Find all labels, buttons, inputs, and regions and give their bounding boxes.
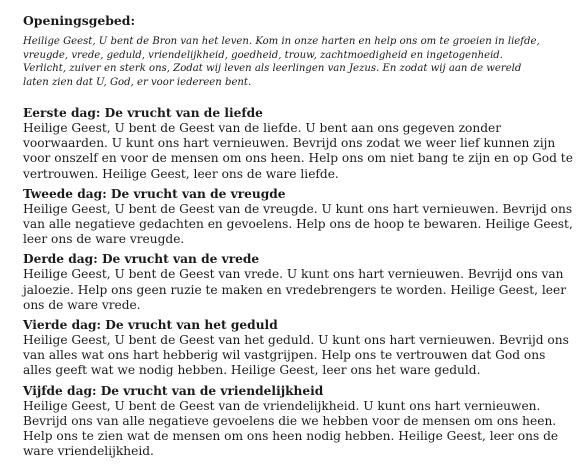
day-text: Heilige Geest, U bent de Geest van de vriendelijkheid. U kunt ons hart vernieuwen. Bevrijd ons van alle negatieve gevoelens die we hebben voor de mensen om ons heen. Help ons te zien wat de mensen om ons heen nodig hebben. Heilige Geest, leer ons de ware vriendelijkheid.: [23, 398, 559, 459]
day-section-1: [23, 106, 583, 182]
day-title: Eerste dag: De vrucht van de liefde: [23, 106, 263, 120]
day-text: Heilige Geest, U bent de Geest van de liefde. U bent aan ons gegeven zonder voorwaarden. U kunt ons hart vernieuwen. Bevrijd ons zodat we weer lief kunnen zijn voor onszelf en voor de mensen om ons heen. Help ons om niet bang te zijn en op God te vertrouwen. Heilige Geest, leer ons de ware liefde.: [23, 121, 573, 181]
day-text: Heilige Geest, U bent de Geest van het geduld. U kunt ons hart vernieuwen. Bevrijd ons van alles wat ons hart hebberig wil vastgrijpen. Help ons te vertrouwen dat God ons alles geeft wat we nodig hebben. Heilige Geest, leer ons het ware geduld.: [23, 333, 569, 378]
day-title: Tweede dag: De vrucht van de vreugde: [23, 186, 286, 201]
day-text: Heilige Geest, U bent de Geest van vrede. U kunt ons hart vernieuwen. Bevrijd ons van jaloezie. Help ons geen ruzie te maken en vredebrengers te worden. Heilige Geest, leer ons de ware vrede.: [23, 267, 567, 312]
day-section-2: [23, 187, 583, 248]
day-section-3: [23, 252, 583, 313]
day-section-5: [23, 384, 583, 460]
opening-prayer-text: Heilige Geest, U bent de Bron van het leven. Kom in onze harten en help ons om te groeien in liefde, vreugde, vrede, geduld, vriendelijkheid, goedheid, trouw, zachtmoedigheid en ingetogenheid. Verlicht, zuiver en sterk ons, Zodat wij leven als leerlingen van Jezus. En zodat wij aan de wereld laten zien dat U, God, er voor iedereen bent.: [23, 36, 540, 88]
opening-title: Openingsgebed:: [23, 13, 136, 28]
document-page: [23, 12, 583, 464]
day-section-4: [23, 318, 583, 379]
day-title: Vijfde dag: De vrucht van de vriendelijkheid: [23, 383, 324, 398]
day-title: Vierde dag: De vrucht van het geduld: [23, 318, 278, 333]
day-title: Derde dag: De vrucht van de vrede: [23, 252, 260, 267]
day-text: Heilige Geest, U bent de Geest van de vreugde. U kunt ons hart vernieuwen. Bevrijd ons van alle negatieve gedachten en gevoelens. Help ons de hoop te bewaren. Heilige Geest, leer ons de ware vreugde.: [23, 201, 573, 247]
